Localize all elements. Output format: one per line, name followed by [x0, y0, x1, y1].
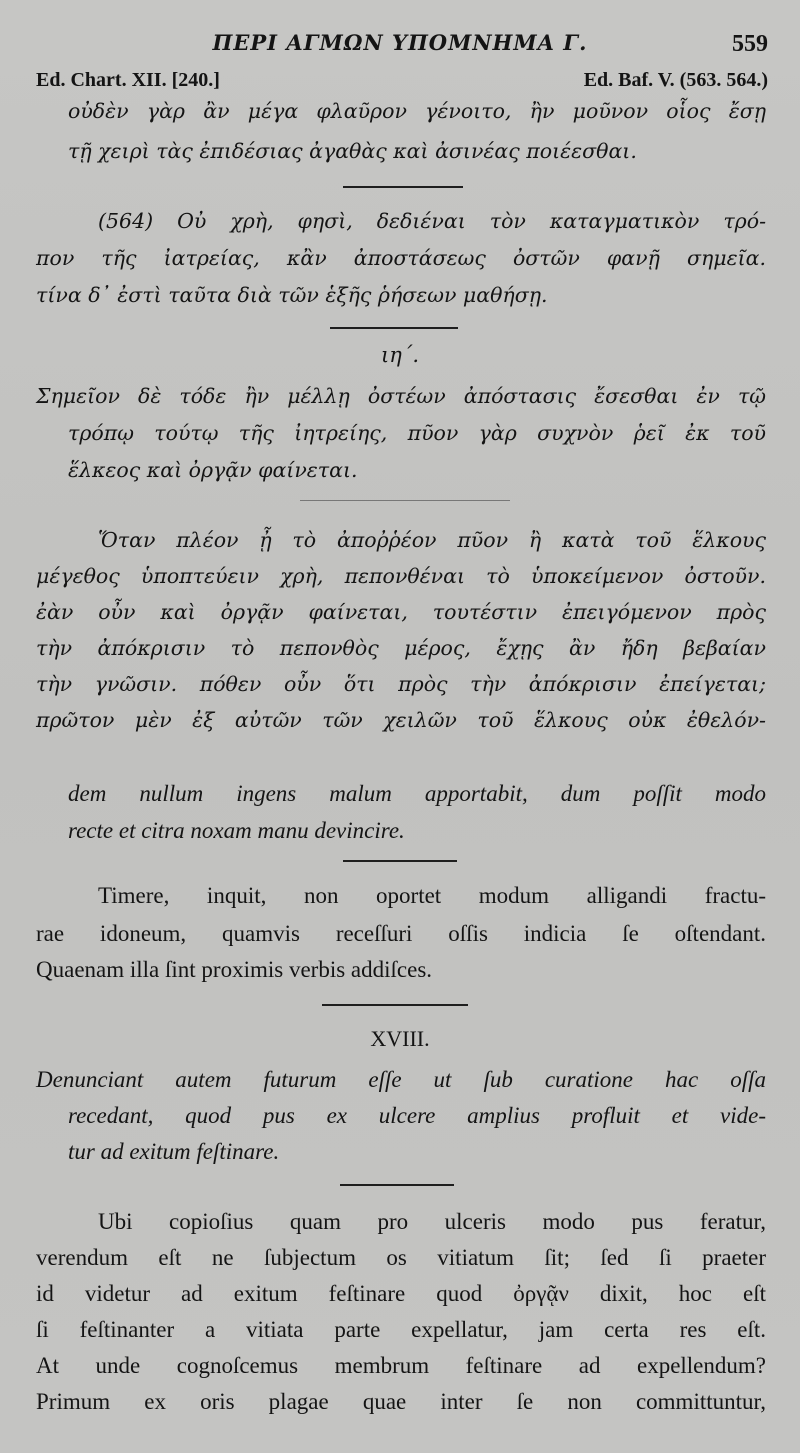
- section-divider: [322, 1004, 468, 1006]
- edition-chartier-ref: Ed. Chart. XII. [240.]: [36, 69, 220, 91]
- latin-text-line: dem nullum ingens malum apportabit, dum poſſit modo: [68, 781, 766, 806]
- greek-commentary-line: τὴν ἀπόκρισιν τὸ πεπονθὸς μέρος, ἔχῃς ἂν ἤδη βεβαίαν: [36, 636, 766, 660]
- latin-text-line: Quaenam illa ſint proximis verbis addiſces.: [36, 957, 433, 982]
- greek-commentary-line: τὴν γνῶσιν. πόθεν οὖν ὅτι πρὸς τὴν ἀπόκρισιν ἐπείγεται;: [36, 672, 766, 696]
- greek-aphorism-line: Σημεῖον δὲ τόδε ἢν μέλλῃ ὀστέων ἀπόστασις ἔσεσθαι ἐν τῷ: [36, 384, 766, 408]
- greek-text-line: πον τῆς ἰατρείας, κἂν ἀποστάσεως ὀστῶν φανῇ σημεῖα.: [36, 246, 766, 270]
- section-divider: [343, 186, 463, 188]
- latin-commentary-line: At unde cognoſcemus membrum feſtinare ad expellendum?: [36, 1353, 766, 1378]
- latin-aphorism-line: Denunciant autem futurum eſſe ut ſub curatione hac oſſa: [36, 1067, 766, 1092]
- section-divider: [343, 860, 457, 862]
- section-divider: [300, 500, 510, 501]
- greek-aphorism-line: ἕλκεος καὶ ὀργᾷν φαίνεται.: [68, 458, 358, 482]
- greek-aphorism-line: τρόπῳ τούτῳ τῆς ἰητρείης, πῦον γὰρ συχνὸν ῥεῖ ἐκ τοῦ: [68, 421, 766, 445]
- greek-text-line: τίνα δ᾽ ἐστὶ ταῦτα διὰ τῶν ἑξῆς ῥήσεων μαθήσῃ.: [36, 283, 548, 307]
- edition-basel-ref: Ed. Baf. V. (563. 564.): [583, 69, 768, 91]
- greek-text-line: τῇ χειρὶ τὰς ἐπιδέσιας ἀγαθὰς καὶ ἀσινέας ποιέεσθαι.: [68, 139, 637, 163]
- greek-commentary-line: μέγεθος ὑποπτεύειν χρὴ, πεπονθέναι τὸ ὑποκείμενον ὀστοῦν.: [36, 564, 766, 588]
- latin-aphorism-line: recedant, quod pus ex ulcere amplius profluit et vide-: [68, 1103, 766, 1128]
- running-title: ΠΕΡΙ ΑΓΜΩΝ ΥΠΟΜΝΗΜΑ Γ.: [212, 30, 588, 55]
- latin-commentary-line: Primum ex oris plagae quae inter ſe non committuntur,: [36, 1389, 766, 1414]
- page-number: 559: [732, 31, 768, 57]
- latin-section-number: XVIII.: [370, 1026, 430, 1051]
- latin-commentary-line: verendum eſt ne ſubjectum os vitiatum ſit; ſed ſi praeter: [36, 1245, 766, 1270]
- section-divider: [340, 1184, 454, 1186]
- latin-commentary-line: id videtur ad exitum feſtinare quod ὀργᾷν dixit, hoc eſt: [36, 1281, 766, 1306]
- section-divider: [330, 327, 458, 329]
- latin-text-line: Timere, inquit, non oportet modum alligandi fractu-: [98, 883, 766, 908]
- greek-section-number: ιη΄.: [381, 343, 419, 367]
- greek-commentary-line: Ὅταν πλέον ᾖ τὸ ἀποῤῥέον πῦον ἢ κατὰ τοῦ ἕλκους: [98, 528, 766, 552]
- latin-aphorism-line: tur ad exitum feſtinare.: [68, 1139, 280, 1164]
- latin-commentary-line: Ubi copioſius quam pro ulceris modo pus feratur,: [98, 1209, 766, 1234]
- greek-commentary-line: πρῶτον μὲν ἐξ αὐτῶν τῶν χειλῶν τοῦ ἕλκους οὐκ ἐθελόν-: [36, 708, 766, 732]
- greek-text-line: οὐδὲν γὰρ ἂν μέγα φλαῦρον γένοιτο, ἢν μοῦνον οἷος ἔσῃ: [68, 99, 766, 123]
- latin-text-line: recte et citra noxam manu devincire.: [68, 818, 405, 843]
- latin-commentary-line: ſi feſtinanter a vitiata parte expellatur, jam certa res eſt.: [36, 1317, 766, 1342]
- latin-text-line: rae idoneum, quamvis receſſuri oſſis indicia ſe oſtendant.: [36, 921, 766, 946]
- greek-commentary-line: ἐὰν οὖν καὶ ὀργᾷν φαίνεται, τουτέστιν ἐπειγόμενον πρὸς: [36, 600, 766, 624]
- greek-text-line: (564) Οὐ χρὴ, φησὶ, δεδιέναι τὸν καταγματικὸν τρό-: [98, 209, 766, 233]
